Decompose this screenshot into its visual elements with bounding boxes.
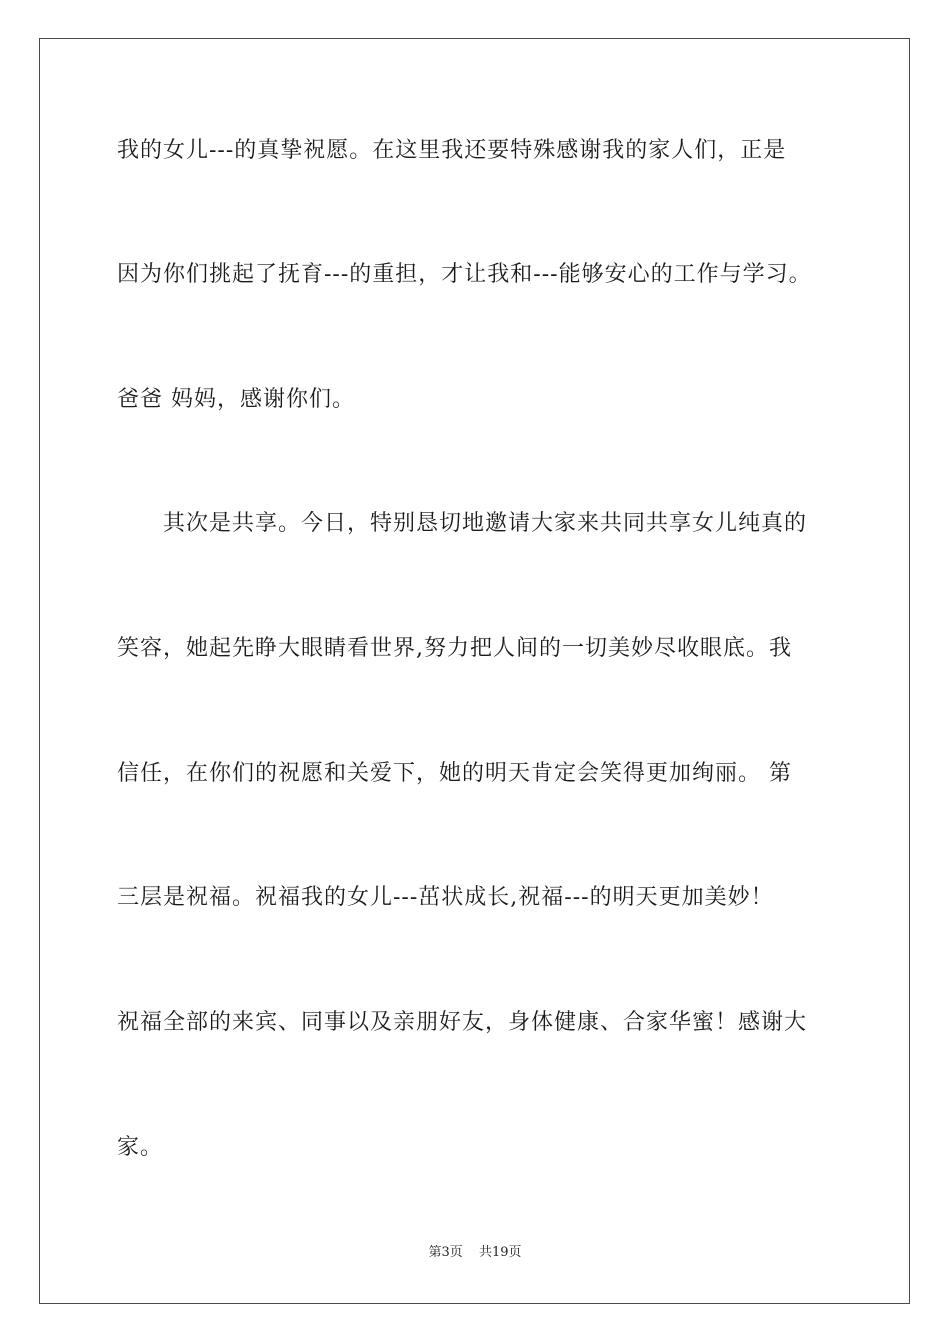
page-number: 第3页 xyxy=(428,1245,463,1260)
page-border xyxy=(39,38,910,1304)
body-text-line: 三层是祝福。祝福我的女儿---茁状成长,祝福---的明天更加美妙！ xyxy=(117,885,774,910)
body-text-line: 家。 xyxy=(117,1135,164,1160)
page-footer xyxy=(0,1244,950,1262)
body-text-line: 祝福全部的来宾、同事以及亲朋好友，身体健康、合家华蜜！感谢大 xyxy=(117,1010,808,1035)
body-text-line: 笑容，她起先睁大眼睛看世界,努力把人间的一切美妙尽收眼底。我 xyxy=(117,636,792,661)
body-text-line: 爸爸 妈妈，感谢你们。 xyxy=(117,387,355,412)
paragraph-start-line: 其次是共享。今日，特别恳切地邀请大家来共同共享女儿纯真的 xyxy=(163,511,808,536)
body-text-line: 因为你们挑起了抚育---的重担，才让我和---能够安心的工作与学习。 xyxy=(117,262,812,287)
body-text-line: 我的女儿---的真挚祝愿。在这里我还要特殊感谢我的家人们，正是 xyxy=(117,138,787,163)
body-text-line: 信任，在你们的祝愿和关爱下，她的明天肯定会笑得更加绚丽。 第 xyxy=(117,761,792,786)
page-total: 共19页 xyxy=(478,1245,522,1260)
